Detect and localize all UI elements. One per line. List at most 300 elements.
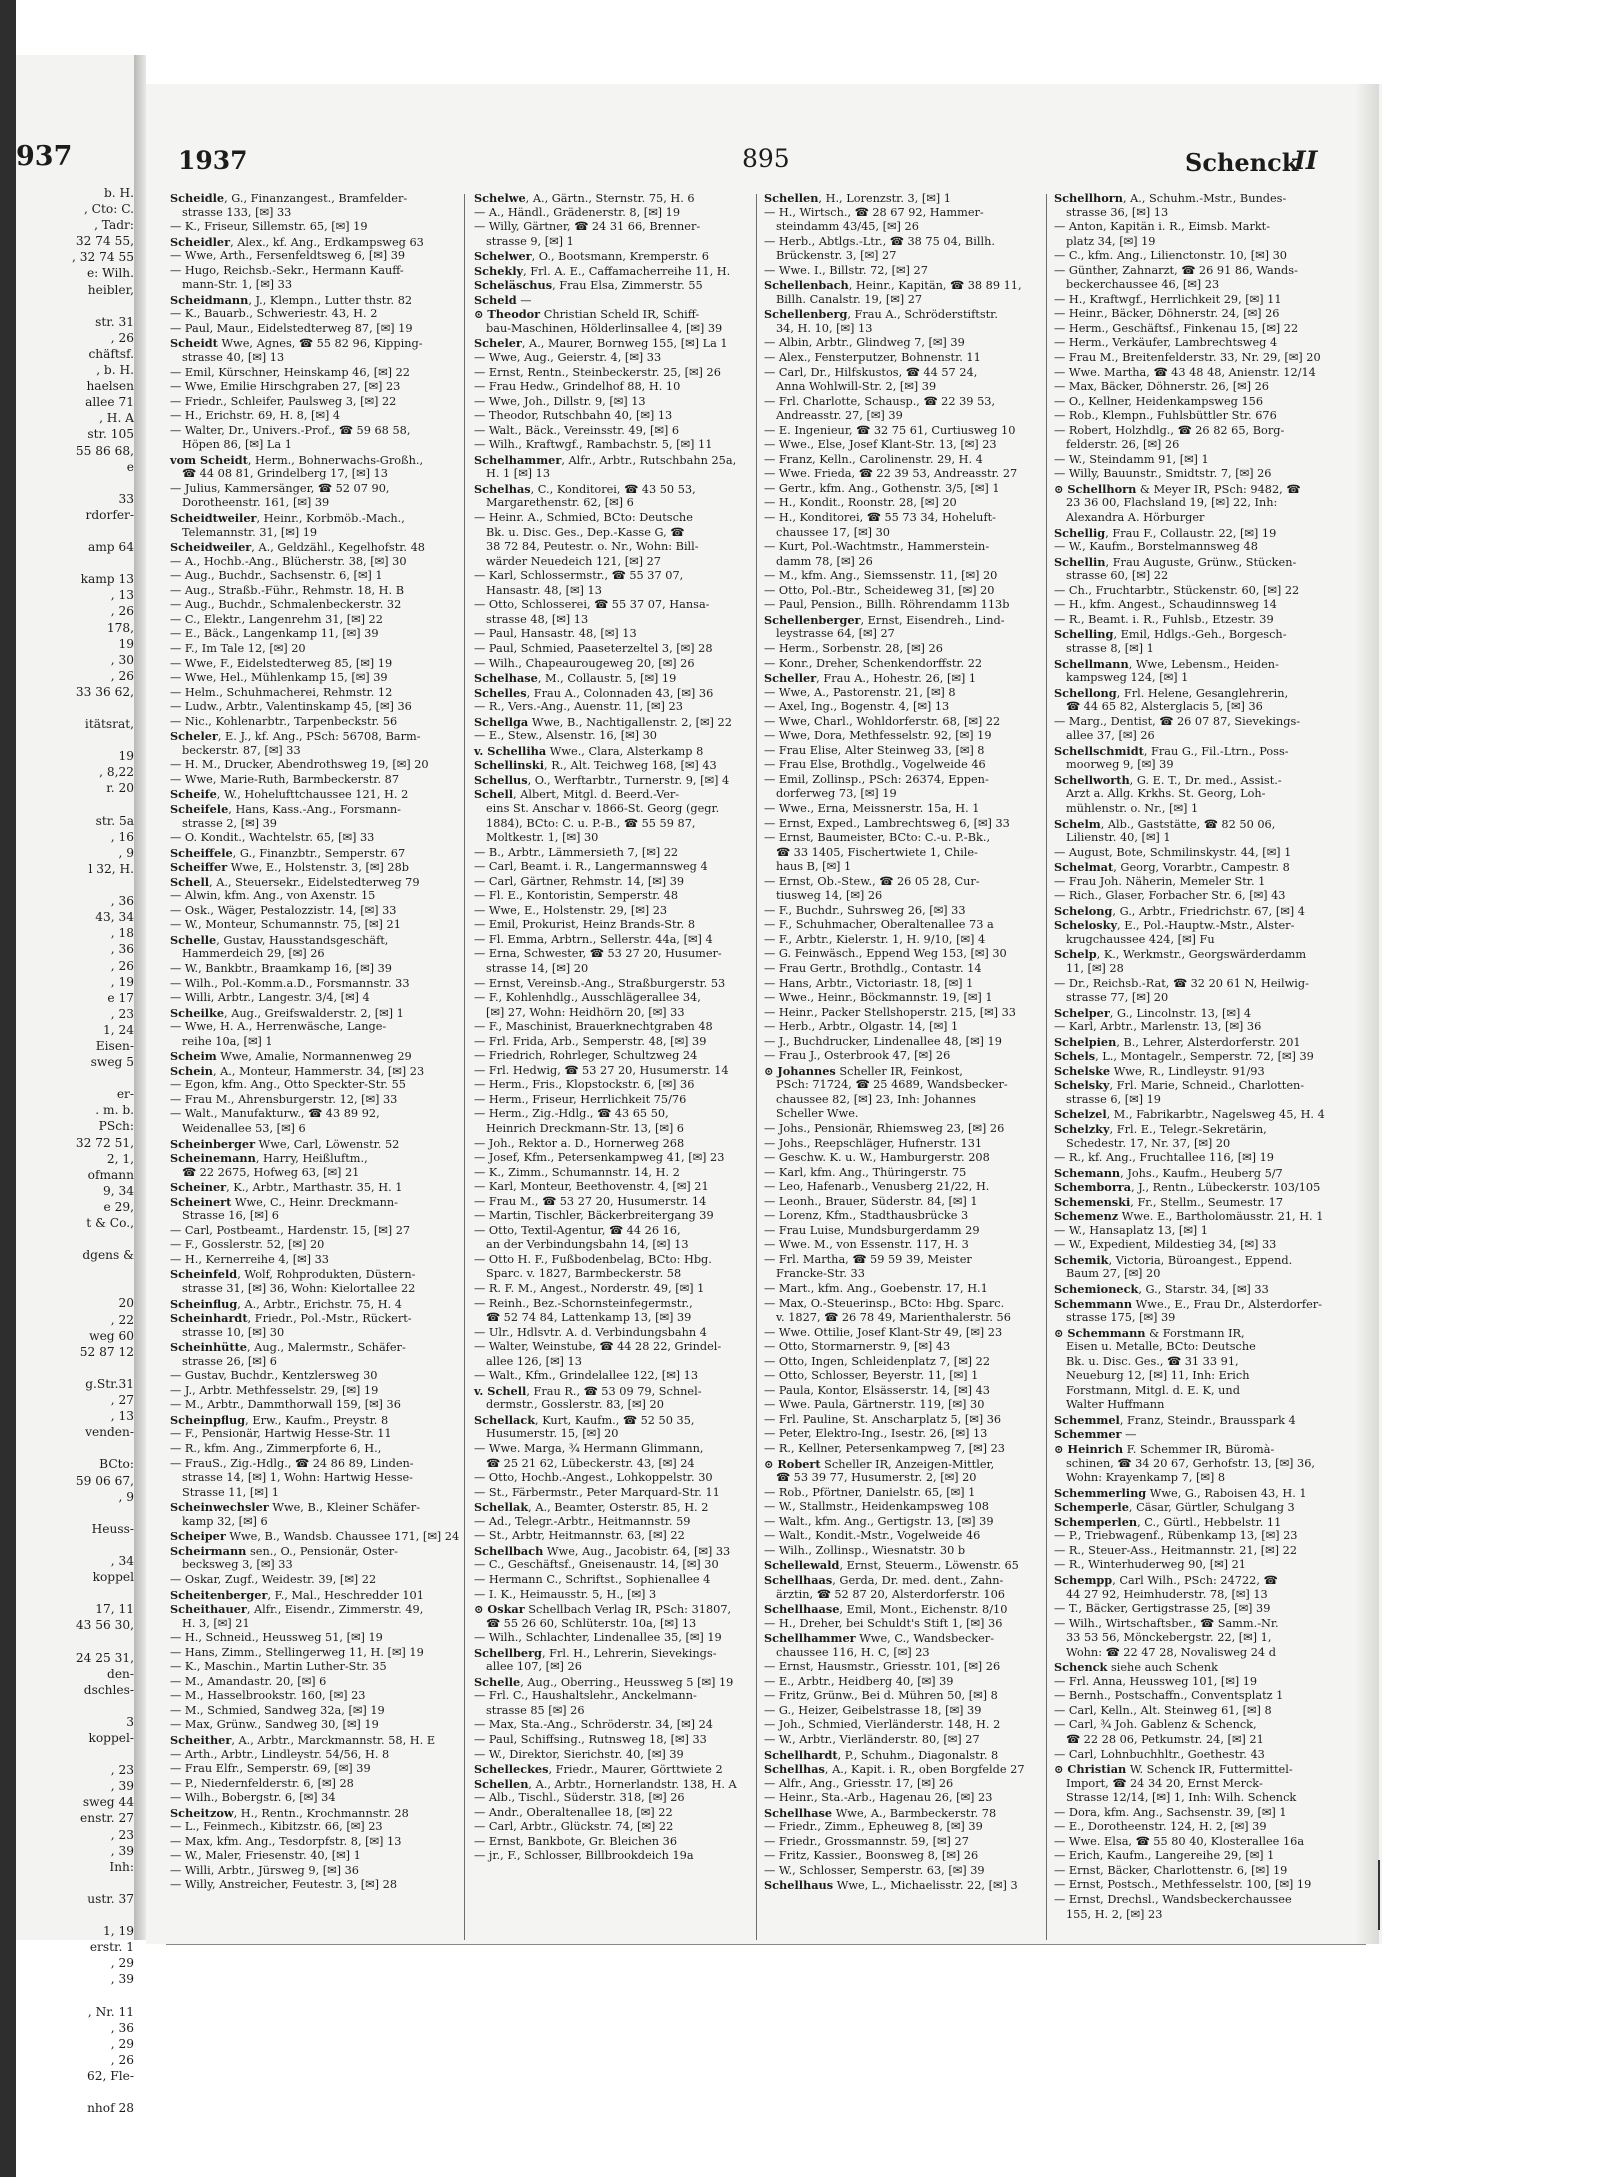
directory-entry-line: — Hugo, Reichsb.-Sekr., Hermann Kauff-: [170, 263, 404, 277]
previous-page-line: PSch:: [98, 1119, 134, 1134]
previous-page-line: [16, 1360, 134, 1376]
directory-entry-line: — Otto, Ingen, Schleidenplatz 7, [✉] 22: [764, 1354, 991, 1368]
directory-entry-line: — Aug., Buchdr., Schmalenbeckerstr. 32: [170, 598, 402, 612]
previous-page-line: 33 36 62,: [75, 684, 134, 699]
directory-entry-line: Schenck siehe auch Schenk: [1054, 1660, 1218, 1675]
directory-entry-line: Forstmann, Mitgl. d. E. K, und: [1066, 1383, 1240, 1397]
directory-entry-line: Scheinflug, A., Arbtr., Erichstr. 75, H. 4: [170, 1296, 402, 1311]
directory-entry-line: Schelpien, B., Lehrer, Alsterdorferstr. 201: [1054, 1034, 1301, 1049]
directory-entry-line: — M., Schmied, Sandweg 32a, [✉] 19: [170, 1703, 385, 1717]
directory-entry-line: — Erna, Schwester, ☎ 53 27 20, Husumer-: [474, 947, 722, 961]
directory-entry-line: ⊙ Theodor Christian Scheld IR, Schiff-: [474, 307, 700, 322]
directory-entry-line: — Walt., Kondit.-Mstr., Vogelweide 46: [764, 1529, 981, 1543]
previous-page-line: , Cto: C.: [83, 202, 134, 217]
directory-entry-line: chaussee 82, [✉] 23, Inh: Johannes: [776, 1092, 976, 1106]
directory-entry-line: — Albin, Arbtr., Glindweg 7, [✉] 39: [764, 336, 965, 350]
directory-entry-line: — H., kfm. Angest., Schaudinnsweg 14: [1054, 598, 1277, 612]
directory-entry-line: — Frl. Frida, Arb., Semperstr. 48, [✉] 39: [474, 1034, 707, 1048]
directory-entry-line: — C., Geschäftsf., Gneisenaustr. 14, [✉] 30: [474, 1558, 719, 1572]
directory-entry-line: strasse 26, [✉] 6: [182, 1354, 277, 1368]
directory-entry-line: Schellak, A., Beamter, Osterstr. 85, H. 2: [474, 1500, 709, 1515]
directory-entry-line: — Wwe, Emilie Hirschgraben 27, [✉] 23: [170, 380, 401, 394]
directory-entry-line: — Herb., Abtlgs.-Ltr., ☎ 38 75 04, Billh.: [764, 234, 995, 248]
directory-entry-line: — Johs., Pensionär, Rhiemsweg 23, [✉] 26: [764, 1122, 1005, 1135]
directory-entry-line: — Otto, Schlosserei, ☎ 55 37 07, Hansa-: [474, 598, 710, 612]
directory-entry-line: — Carl, Arbtr., Glückstr. 74, [✉] 22: [474, 1820, 674, 1834]
directory-entry-line: kampsweg 124, [✉] 1: [1066, 671, 1189, 685]
directory-entry-line: — H., Wirtsch., ☎ 28 67 92, Hammer-: [764, 205, 984, 219]
directory-entry-line: Wohn: ☎ 22 47 28, Novalisweg 24 d: [1066, 1645, 1276, 1659]
directory-entry-line: — Johs., Reepschläger, Hufnerstr. 131: [764, 1136, 983, 1150]
directory-entry-line: ☎ 33 1405, Fischertwiete 1, Chile-: [776, 845, 978, 859]
directory-entry-line: mann-Str. 1, [✉] 33: [182, 278, 293, 292]
directory-entry-line: ⊙ Johannes Scheller IR, Feinkost,: [764, 1063, 963, 1078]
directory-entry-line: Walter Huffmann: [1066, 1398, 1165, 1412]
directory-entry-line: — F., Buchdr., Suhrsweg 26, [✉] 33: [764, 903, 966, 917]
directory-entry-line: Husumerstr. 15, [✉] 20: [486, 1427, 619, 1441]
previous-page-line: , 8,22: [99, 765, 134, 780]
directory-entry-line: Scheim Wwe, Amalie, Normannenweg 29: [170, 1049, 412, 1064]
directory-entry-line: — Fl. Emma, Arbtrn., Sellerstr. 44a, [✉] 4: [474, 932, 713, 946]
previous-page-line: 178,: [106, 620, 134, 635]
directory-entry-line: Schelp, K., Werkmstr., Georgswärderdamm: [1054, 947, 1307, 962]
header-running-head: Schenck: [1185, 148, 1299, 177]
previous-page-line: ustr. 37: [87, 1891, 134, 1906]
previous-page-line: , Nr. 11: [87, 2004, 134, 2019]
previous-page-line: er-: [116, 1087, 134, 1102]
directory-entry-line: eins St. Anschar v. 1866-St. Georg (gegr.: [486, 801, 720, 815]
directory-column-1: [170, 191, 460, 1941]
directory-entry-line: v. Schell, Frau R., ☎ 53 09 79, Schnel-: [474, 1383, 702, 1398]
directory-entry-line: — Paul, Maur., Eidelstedterweg 87, [✉] 19: [170, 321, 413, 335]
previous-page-line: dgens &: [82, 1248, 134, 1263]
directory-entry-line: — Joh., Schmied, Vierländerstr. 148, H. 2: [764, 1718, 1001, 1732]
directory-entry-line: — Geschw. K. u. W., Hamburgerstr. 208: [764, 1151, 990, 1165]
page-edge-shadow: [1355, 84, 1379, 1944]
previous-page-line: b. H.: [103, 186, 134, 200]
directory-entry-line: Schemioneck, G., Starstr. 34, [✉] 33: [1054, 1282, 1269, 1297]
directory-entry-line: — Wwe. Paula, Gärtnerstr. 119, [✉] 30: [764, 1398, 985, 1412]
directory-entry-line: — Carl, ¾ Joh. Gablenz & Schenck,: [1054, 1718, 1257, 1732]
directory-entry-line: 1884), BCto: C. u. P.-B., ☎ 55 59 87,: [486, 816, 696, 830]
directory-entry-line: — Erich, Kaufm., Langereihe 29, [✉] 1: [1054, 1849, 1275, 1863]
directory-entry-line: Moltkestr. 1, [✉] 30: [486, 831, 599, 845]
directory-entry-line: — Wilh., Chapeaurougeweg 20, [✉] 26: [474, 656, 695, 670]
previous-page-line: , 26: [110, 958, 134, 973]
directory-entry-line: — Karl, Schlossermstr., ☎ 55 37 07,: [474, 569, 684, 583]
directory-entry-line: — Peter, Elektro-Ing., Isestr. 26, [✉] 13: [764, 1427, 988, 1441]
directory-entry-line: — Walter, Weinstube, ☎ 44 28 22, Grindel-: [474, 1340, 722, 1354]
previous-page-line: , 18: [110, 926, 134, 941]
directory-entry-line: — Ernst, Bankbote, Gr. Bleichen 36: [474, 1834, 678, 1848]
directory-entry-line: — Herm., Zig.-Hdlg., ☎ 43 65 50,: [474, 1107, 669, 1121]
directory-entry-line: — R., kf. Ang., Fruchtallee 116, [✉] 19: [1054, 1151, 1274, 1165]
directory-entry-line: Strasse 16, [✉] 6: [182, 1209, 279, 1223]
directory-entry-line: — C., kfm. Ang., Lilienctonstr. 10, [✉] 30: [1054, 249, 1287, 263]
previous-page-line: , 13: [110, 1409, 134, 1424]
directory-entry-line: — Wwe. I., Billstr. 72, [✉] 27: [764, 263, 928, 277]
directory-entry-line: strasse 36, [✉] 13: [1066, 205, 1169, 219]
directory-entry-line: — Carl, Lohnbuchhltr., Goethestr. 43: [1054, 1747, 1265, 1761]
directory-entry-line: — Friedr., Schleifer, Paulsweg 3, [✉] 22: [170, 394, 397, 408]
directory-entry-line: — jr., F., Schlosser, Billbrookdeich 19a: [474, 1849, 694, 1863]
directory-entry-line: steindamm 43/45, [✉] 26: [776, 220, 919, 234]
previous-page-line: , 34: [110, 1553, 134, 1568]
directory-entry-line: — Wwe, Arth., Fersenfeldtsweg 6, [✉] 39: [170, 249, 406, 263]
directory-entry-line: Scheidtweiler, Heinr., Korbmöb.-Mach.,: [170, 511, 405, 526]
directory-entry-line: — Kurt, Pol.-Wachtmstr., Hammerstein-: [764, 540, 990, 554]
previous-page-line: 55 86 68,: [75, 443, 134, 458]
directory-entry-line: — Alb., Tischl., Süderstr. 318, [✉] 26: [474, 1791, 685, 1805]
directory-entry-line: becksweg 3, [✉] 33: [182, 1558, 293, 1572]
previous-page-line: , 9: [118, 1489, 134, 1504]
directory-entry-line: — Ulr., Hdlsvtr. A. d. Verbindungsbahn 4: [474, 1325, 707, 1339]
directory-entry-line: — F., Kohlenhdlg., Ausschlägerallee 34,: [474, 991, 701, 1005]
directory-entry-line: Schellenbach, Heinr., Kapitän, ☎ 38 89 11,: [764, 278, 1022, 293]
previous-page-line: kamp 13: [80, 572, 134, 587]
directory-entry-line: — Wwe., Else, Josef Klant-Str. 13, [✉] 23: [764, 438, 997, 452]
directory-entry-line: — Herm., Sorbenstr. 28, [✉] 26: [764, 641, 943, 655]
directory-entry-line: 34, H. 10, [✉] 13: [776, 321, 873, 335]
directory-entry-line: — M., Amandastr. 20, [✉] 6: [170, 1674, 327, 1688]
directory-entry-line: — H., Konditorei, ☎ 55 73 34, Hoheluft-: [764, 511, 996, 525]
directory-entry-line: leystrasse 64, [✉] 27: [776, 627, 895, 641]
directory-entry-line: — Frl. Anna, Heussweg 101, [✉] 19: [1054, 1674, 1258, 1688]
previous-page-line: [16, 475, 134, 491]
previous-page-line: [16, 1279, 134, 1295]
directory-entry-line: Scheiffele, G., Finanzbtr., Semperstr. 67: [170, 845, 406, 860]
previous-page-line: r. 20: [106, 781, 134, 796]
directory-entry-line: Wohn: Krayenkamp 7, [✉] 8: [1066, 1471, 1226, 1485]
directory-entry-line: — Ludw., Arbtr., Valentinskamp 45, [✉] 36: [170, 700, 412, 714]
directory-entry-line: Lilienstr. 40, [✉] 1: [1066, 831, 1171, 845]
directory-entry-line: Scheithauer, Alfr., Eisendr., Zimmerstr. 49,: [170, 1602, 424, 1617]
previous-page-line: 52 87 12: [79, 1344, 134, 1359]
directory-entry-line: strasse 77, [✉] 20: [1066, 991, 1169, 1005]
directory-entry-line: — Otto, Textil-Agentur, ☎ 44 26 16,: [474, 1223, 681, 1237]
directory-entry-line: — Fritz, Grünw., Bei d. Mühren 50, [✉] 8: [764, 1689, 998, 1703]
directory-entry-line: — Herm., Geschäftsf., Finkenau 15, [✉] 22: [1054, 321, 1299, 335]
directory-entry-line: Schellschmidt, Frau G., Fil.-Ltrn., Poss-: [1054, 743, 1289, 758]
previous-page-line: 1, 19: [102, 1924, 134, 1939]
directory-entry-line: — Wilh., Kraftwgf., Rambachstr. 5, [✉] 11: [474, 438, 713, 452]
directory-entry-line: — J., Arbtr. Methfesselstr. 29, [✉] 19: [170, 1383, 379, 1397]
previous-page-line: , 29: [110, 1956, 134, 1971]
directory-entry-line: — Heinr., Bäcker, Döhnerstr. 24, [✉] 26: [1054, 307, 1280, 321]
directory-entry-line: Schelper, G., Lincolnstr. 13, [✉] 4: [1054, 1005, 1252, 1020]
directory-entry-line: Schein, A., Monteur, Hammerstr. 34, [✉] 23: [170, 1063, 425, 1078]
directory-entry-line: — M., kfm. Ang., Siemssenstr. 11, [✉] 20: [764, 569, 998, 583]
previous-page-line: str. 105: [87, 427, 134, 442]
previous-page-line: e: [126, 459, 134, 474]
previous-page-line: , H. A: [99, 411, 134, 426]
directory-entry-line: Bk. u. Disc. Ges., ☎ 31 33 91,: [1066, 1354, 1239, 1368]
directory-entry-line: — R., Kellner, Petersenkampweg 7, [✉] 23: [764, 1442, 1005, 1456]
directory-entry-line: Scheife, W., Hohelufttchaussee 121, H. 2: [170, 787, 409, 802]
directory-entry-line: — Wwe. Martha, ☎ 43 48 48, Anienstr. 12/14: [1054, 365, 1316, 379]
directory-entry-line: — R. F. M., Angest., Norderstr. 49, [✉] 1: [474, 1282, 705, 1296]
directory-entry-line: — Heinr. A., Schmied, BCto: Deutsche: [474, 511, 693, 525]
directory-entry-line: — Helm., Schuhmacherei, Rehmstr. 12: [170, 685, 393, 699]
directory-entry-line: — Carl, Beamt. i. R., Langermannsweg 4: [474, 860, 708, 874]
directory-entry-line: 33 53 56, Mönckebergstr. 22, [✉] 1,: [1066, 1631, 1272, 1645]
directory-entry-line: Scheidmann, J., Klempn., Lutter thstr. 82: [170, 292, 413, 307]
directory-entry-line: Schemborra, J., Rentn., Lübeckerstr. 103/105: [1054, 1180, 1321, 1195]
previous-page-line: sweg 5: [90, 1055, 134, 1070]
directory-entry-line: — FrauS., Zig.-Hdlg., ☎ 24 86 89, Linden-: [170, 1456, 414, 1470]
previous-page-line: , 29: [110, 2036, 134, 2051]
directory-entry-line: — Alex., Fensterputzer, Bohnenstr. 11: [764, 351, 981, 365]
directory-entry-line: — Karl, kfm. Ang., Thüringerstr. 75: [764, 1165, 967, 1179]
previous-page-line: , 23: [110, 1827, 134, 1842]
directory-entry-line: — Arth., Arbtr., Lindleystr. 54/56, H. 8: [170, 1747, 390, 1761]
directory-entry-line: [✉] 27, Wohn: Heidhörn 20, [✉] 33: [486, 1005, 685, 1019]
previous-page-line: dschles-: [83, 1682, 134, 1697]
directory-entry-line: — Frau M., Ahrensburgerstr. 12, [✉] 33: [170, 1092, 398, 1106]
directory-entry-line: — Walter, Dr., Univers.-Prof., ☎ 59 68 58,: [170, 423, 411, 437]
directory-entry-line: Schellmann, Wwe, Lebensm., Heiden-: [1054, 656, 1279, 671]
directory-entry-line: — K., Zimm., Schumannstr. 14, H. 2: [474, 1165, 680, 1179]
directory-entry-line: — Ernst, Rentn., Steinbeckerstr. 25, [✉] 26: [474, 365, 721, 379]
directory-entry-line: Scheinwechsler Wwe, B., Kleiner Schäfer-: [170, 1500, 421, 1515]
directory-entry-line: ☎ 44 08 81, Grindelberg 17, [✉] 13: [182, 467, 388, 481]
previous-page-line: koppel-: [88, 1731, 134, 1745]
directory-entry-line: Schellhaus Wwe, L., Michaelisstr. 22, [✉] 3: [764, 1878, 1018, 1893]
directory-entry-line: — Axel, Ing., Bogenstr. 4, [✉] 13: [764, 700, 950, 714]
directory-entry-line: Schellenberger, Ernst, Eisendreh., Lind-: [764, 612, 1005, 627]
previous-page-line: [16, 1698, 134, 1714]
directory-entry-line: ☎ 22 28 06, Petkumstr. 24, [✉] 21: [1066, 1732, 1264, 1746]
directory-entry-line: Scheither, A., Arbtr., Marckmannstr. 58, H. E: [170, 1732, 436, 1747]
directory-entry-line: — Wilh., Schlachter, Lindenallee 35, [✉] 19: [474, 1631, 722, 1645]
previous-page-line: [16, 1505, 134, 1521]
directory-entry-line: — R., Beamt. i. R., Fuhlsb., Etzestr. 39: [1054, 612, 1274, 626]
directory-page: [146, 84, 1382, 1944]
directory-entry-line: Schemperle, Cäsar, Gürtler, Schulgang 3: [1054, 1500, 1295, 1515]
directory-entry-line: — Leo, Hafenarb., Venusberg 21/22, H.: [764, 1180, 990, 1194]
directory-entry-line: — Otto H. F., Fußbodenbelag, BCto: Hbg.: [474, 1252, 712, 1266]
directory-entry-line: — August, Bote, Schmilinskystr. 44, [✉] 1: [1054, 845, 1292, 859]
previous-page-line: . m. b.: [95, 1103, 134, 1118]
previous-page-line: haelsen: [86, 379, 134, 394]
directory-column-4: [1054, 191, 1324, 1941]
directory-entry-line: — H., Kernerreihe 4, [✉] 33: [170, 1252, 329, 1266]
directory-entry-line: — Frau J., Osterbrook 47, [✉] 26: [764, 1049, 951, 1063]
directory-entry-line: — Heinr., Sta.-Arb., Hagenau 26, [✉] 23: [764, 1791, 993, 1805]
directory-entry-line: dorferweg 73, [✉] 19: [776, 787, 897, 801]
previous-page-line: Inh:: [109, 1859, 134, 1874]
directory-entry-line: Scheinemann, Harry, Heißluftm.,: [170, 1151, 368, 1166]
previous-page-line: [16, 1746, 134, 1762]
directory-entry-line: — Herb., Arbtr., Olgastr. 14, [✉] 1: [764, 1020, 959, 1034]
previous-page-line: [16, 1875, 134, 1891]
directory-entry-line: Schelsky, Frl. Marie, Schneid., Charlotten-: [1054, 1078, 1305, 1093]
directory-entry-line: — T., Bäcker, Gertigstrasse 25, [✉] 39: [1054, 1602, 1271, 1616]
directory-entry-line: — Robert, Holzhdlg., ☎ 26 82 65, Borg-: [1054, 423, 1285, 437]
previous-page-text-fragments: [16, 185, 134, 2116]
previous-page-line: , 27: [110, 1393, 134, 1408]
directory-entry-line: — Herm., Friseur, Herrlichkeit 75/76: [474, 1092, 687, 1106]
directory-entry-line: Schellhase Wwe, A., Barmbeckerstr. 78: [764, 1805, 997, 1820]
directory-entry-line: Schelles, Frau A., Colonnaden 43, [✉] 36: [474, 685, 714, 700]
directory-entry-line: — Dr., Reichsb.-Rat, ☎ 32 20 61 N, Heilwig-: [1054, 976, 1309, 990]
directory-entry-line: — Karl, Monteur, Beethovenstr. 4, [✉] 21: [474, 1180, 709, 1194]
directory-entry-line: Schemmer —: [1054, 1427, 1137, 1442]
directory-entry-line: — Frl. Charlotte, Schausp., ☎ 22 39 53,: [764, 394, 996, 408]
directory-entry-line: — Oskar, Zugf., Weidestr. 39, [✉] 22: [170, 1572, 377, 1586]
directory-entry-line: — E., Stew., Alsenstr. 16, [✉] 30: [474, 729, 657, 743]
directory-entry-line: — St., Arbtr, Heitmannstr. 63, [✉] 22: [474, 1529, 685, 1543]
directory-entry-line: ☎ 55 26 60, Schlüterstr. 10a, [✉] 13: [486, 1616, 697, 1630]
directory-entry-line: strasse 2, [✉] 39: [182, 816, 277, 830]
previous-page-line: weg 60: [89, 1328, 134, 1343]
previous-page-line: [16, 1907, 134, 1923]
directory-entry-line: 23 36 00, Flachsland 19, [✉] 22, Inh:: [1066, 496, 1278, 510]
directory-entry-line: — Carl, Kelln., Alt. Steinweg 61, [✉] 8: [1054, 1703, 1272, 1717]
directory-entry-line: Scheidt Wwe, Agnes, ☎ 55 82 96, Kipping-: [170, 336, 423, 351]
directory-entry-line: Schellworth, G. E. T., Dr. med., Assist.-: [1054, 772, 1282, 787]
directory-entry-line: — R., Vers.-Ang., Auenstr. 11, [✉] 23: [474, 700, 683, 714]
directory-entry-line: strasse 6, [✉] 19: [1066, 1092, 1161, 1106]
directory-entry-line: ärztin, ☎ 52 87 20, Alsterdorferstr. 106: [776, 1587, 1005, 1601]
directory-entry-line: — Fritz, Kassier., Boonsweg 8, [✉] 26: [764, 1849, 979, 1863]
directory-entry-line: Schelle, Aug., Oberring., Heussweg 5 [✉] 19: [474, 1674, 734, 1689]
directory-entry-line: Scheller, Frau A., Hohestr. 26, [✉] 1: [764, 671, 977, 686]
directory-entry-line: — Hermann C., Schriftst., Sophienallee 4: [474, 1572, 711, 1586]
directory-entry-line: — K., Bauarb., Schweriestr. 43, H. 2: [170, 307, 378, 321]
directory-entry-line: — H., Dreher, bei Schuldt's Stift 1, [✉] 36: [764, 1616, 1003, 1630]
directory-entry-line: — Friedr., Grossmannstr. 59, [✉] 27: [764, 1834, 969, 1848]
previous-page-line: , 26: [110, 604, 134, 619]
directory-entry-line: ⊙ Robert Scheller IR, Anzeigen-Mittler,: [764, 1456, 995, 1471]
directory-entry-line: v. 1827, ☎ 26 78 49, Marienthalerstr. 56: [776, 1311, 1011, 1325]
directory-entry-line: 44 27 92, Heimhuderstr. 78, [✉] 13: [1066, 1587, 1268, 1601]
directory-entry-line: — F., Schuhmacher, Oberaltenallee 73 a: [764, 918, 994, 932]
previous-page-line: 62, Fle-: [87, 2068, 134, 2083]
directory-entry-line: — L., Feinmech., Kibitzstr. 66, [✉] 23: [170, 1820, 383, 1834]
previous-page-line: , 26: [110, 330, 134, 345]
directory-entry-line: Schellhaase, Emil, Mont., Eichenstr. 8/10: [764, 1602, 1008, 1617]
previous-page-line: 17, 11: [95, 1602, 134, 1617]
previous-page-line: , 22: [110, 1312, 134, 1327]
directory-entry-line: — R., Winterhuderweg 90, [✉] 21: [1054, 1558, 1246, 1572]
directory-entry-line: Import, ☎ 24 34 20, Ernst Merck-: [1066, 1776, 1263, 1790]
directory-entry-line: strasse 9, [✉] 1: [486, 234, 574, 248]
previous-page-line: e: Wilh.: [86, 266, 134, 281]
directory-entry-line: — Carl, Dr., Hilfskustos, ☎ 44 57 24,: [764, 365, 978, 379]
directory-entry-line: — E., Bäck., Langenkamp 11, [✉] 39: [170, 627, 379, 641]
directory-entry-line: Schemik, Victoria, Büroangest., Eppend.: [1054, 1252, 1293, 1267]
previous-page-line: , 39: [110, 1843, 134, 1858]
directory-entry-line: — Heinr., Packer Stellshoperstr. 215, [✉] 33: [764, 1005, 1016, 1019]
directory-entry-line: — Frau M., ☎ 53 27 20, Husumerstr. 14: [474, 1194, 707, 1208]
directory-entry-line: v. Schelliha Wwe., Clara, Alsterkamp 8: [474, 743, 704, 758]
directory-entry-line: — W., Monteur, Schumannstr. 75, [✉] 21: [170, 918, 401, 932]
directory-entry-line: — H., Schneid., Heussweg 51, [✉] 19: [170, 1631, 383, 1645]
directory-entry-line: ☎ 53 39 77, Husumerstr. 2, [✉] 20: [776, 1471, 977, 1485]
directory-entry-line: Dorotheenstr. 161, [✉] 39: [182, 496, 330, 510]
directory-entry-line: — F., Pensionär, Hartwig Hesse-Str. 11: [170, 1427, 392, 1441]
directory-entry-line: Anna Wohlwill-Str. 2, [✉] 39: [776, 380, 937, 394]
directory-entry-line: — E., Arbtr., Heidberg 40, [✉] 39: [764, 1674, 954, 1688]
directory-entry-line: — Emil, Prokurist, Heinz Brands-Str. 8: [474, 918, 696, 932]
directory-entry-line: — F., Arbtr., Kielerstr. 1, H. 9/10, [✉] 4: [764, 932, 986, 946]
previous-page-line: ofmann: [87, 1167, 134, 1182]
directory-entry-line: — Wwe, Dora, Methfesselstr. 92, [✉] 19: [764, 729, 992, 743]
directory-entry-line: Scheinfeld, Wolf, Rohprodukten, Düstern-: [170, 1267, 416, 1282]
directory-entry-line: — Max, Sta.-Ang., Schröderstr. 34, [✉] 24: [474, 1718, 713, 1732]
directory-entry-line: — W., Kaufm., Borstelmannsweg 48: [1054, 540, 1258, 554]
directory-entry-line: — Franz, Kelln., Carolinenstr. 29, H. 4: [764, 452, 983, 466]
directory-entry-line: Schellhammer Wwe, C., Wandsbecker-: [764, 1631, 995, 1646]
directory-entry-line: — Otto, Stormarnerstr. 9, [✉] 43: [764, 1340, 951, 1354]
directory-entry-line: — Max, O.-Steuerinsp., BCto: Hbg. Sparc.: [764, 1296, 1005, 1310]
directory-entry-line: — Ernst, Baumeister, BCto: C.-u. P.-Bk.,: [764, 831, 991, 845]
directory-entry-line: — Theodor, Rutschbahn 40, [✉] 13: [474, 409, 673, 423]
previous-page-line: 19: [118, 636, 134, 651]
directory-entry-line: ☎ 22 2675, Hofweg 63, [✉] 21: [182, 1165, 360, 1179]
directory-entry-line: 155, H. 2, [✉] 23: [1066, 1907, 1163, 1921]
directory-entry-line: — Willy, Bauunstr., Smidtstr. 7, [✉] 26: [1054, 467, 1272, 481]
directory-entry-line: Schemmerling Wwe, G., Raboisen 43, H. 1: [1054, 1485, 1307, 1500]
directory-entry-line: — Konr., Dreher, Schenkendorffstr. 22: [764, 656, 983, 670]
directory-entry-line: wärder Neuedeich 121, [✉] 27: [486, 554, 661, 568]
previous-page-line: [16, 1440, 134, 1456]
page-spread-shadow: [0, 0, 16, 2177]
directory-entry-line: Schemann, Johs., Kaufm., Heuberg 5/7: [1054, 1165, 1283, 1180]
directory-entry-line: Scheläschus, Frau Elsa, Zimmerstr. 55: [474, 278, 703, 293]
directory-entry-line: strasse 40, [✉] 13: [182, 351, 285, 365]
directory-entry-line: — Ernst, Ob.-Stew., ☎ 26 05 28, Cur-: [764, 874, 980, 888]
directory-entry-line: Scheifele, Hans, Kass.-Ang., Forsmann-: [170, 801, 401, 816]
directory-entry-line: tiusweg 14, [✉] 26: [776, 889, 883, 903]
directory-entry-line: Schelleckes, Friedr., Maurer, Görttwiete 2: [474, 1762, 723, 1777]
directory-entry-line: Schellus, O., Werftarbtr., Turnerstr. 9, [✉] 4: [474, 772, 730, 787]
directory-entry-line: Scheinhardt, Friedr., Pol.-Mstr., Rückert-: [170, 1311, 412, 1326]
directory-entry-line: ☎ 52 74 84, Lattenkamp 13, [✉] 39: [486, 1311, 692, 1325]
directory-entry-line: — Martin, Tischler, Bäckerbreitergang 39: [474, 1209, 714, 1223]
directory-entry-line: — M., Arbtr., Dammthorwall 159, [✉] 36: [170, 1398, 401, 1412]
directory-entry-line: Hansastr. 48, [✉] 13: [486, 583, 602, 597]
directory-entry-line: an der Verbindungsbahn 14, [✉] 13: [486, 1238, 689, 1252]
directory-entry-line: Telemannstr. 31, [✉] 19: [182, 525, 318, 539]
directory-entry-line: — W., Arbtr., Vierländerstr. 80, [✉] 27: [764, 1732, 980, 1746]
directory-entry-line: Schekly, Frl. A. E., Caffamacherreihe 11, H.: [474, 263, 731, 278]
directory-entry-line: — Wwe, E., Holstenstr. 29, [✉] 23: [474, 903, 668, 917]
directory-entry-line: Schelm, Alb., Gaststätte, ☎ 82 50 06,: [1054, 816, 1276, 831]
directory-entry-line: — Wwe, Joh., Dillstr. 9, [✉] 13: [474, 394, 646, 408]
directory-entry-line: — H., Kondit., Roonstr. 28, [✉] 20: [764, 496, 957, 510]
book-gutter: [134, 55, 146, 1940]
previous-page-line: chäftsf.: [88, 346, 134, 361]
directory-entry-line: — Otto, Pol.-Btr., Scheideweg 31, [✉] 20: [764, 583, 995, 597]
directory-entry-line: strasse 48, [✉] 13: [486, 612, 589, 626]
previous-page-line: [16, 1633, 134, 1649]
directory-entry-line: — Wwe, Hel., Mühlenkamp 15, [✉] 39: [170, 671, 388, 685]
directory-entry-line: Schell, A., Steuersekr., Eidelstedterweg 79: [170, 874, 420, 889]
directory-entry-line: strasse 85 [✉] 26: [486, 1703, 585, 1717]
directory-entry-line: — Wwe., Erna, Meissnerstr. 15a, H. 1: [764, 801, 980, 815]
directory-entry-line: — Wilh., Zollinsp., Wiesnatstr. 30 b: [764, 1543, 966, 1557]
directory-entry-line: haus B, [✉] 1: [776, 860, 852, 874]
directory-entry-line: — W., Schlosser, Semperstr. 63, [✉] 39: [764, 1863, 985, 1877]
directory-entry-line: Schelling, Emil, Hdlgs.-Geh., Borgesch-: [1054, 627, 1287, 642]
directory-entry-line: Schemmel, Franz, Steindr., Brausspark 4: [1054, 1412, 1296, 1427]
directory-entry-line: — J., Buchdrucker, Lindenallee 48, [✉] 19: [764, 1034, 1002, 1048]
previous-page-line: [16, 1988, 134, 2004]
directory-entry-line: Schelwer, O., Bootsmann, Kremperstr. 6: [474, 249, 709, 264]
directory-entry-line: — Julius, Kammersänger, ☎ 52 07 90,: [170, 481, 390, 495]
